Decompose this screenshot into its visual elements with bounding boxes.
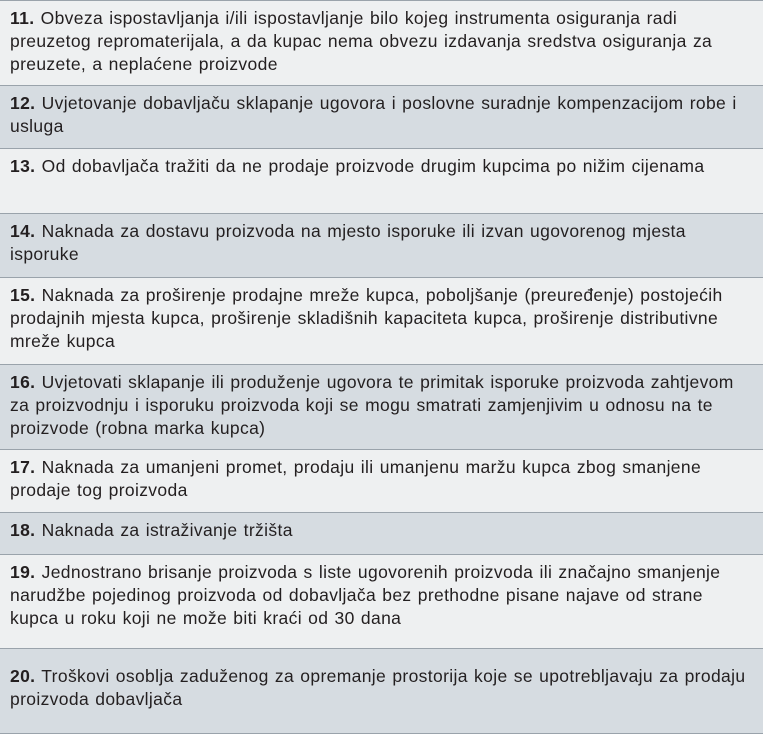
item-number: 20. — [10, 666, 36, 686]
item-number: 13. — [10, 156, 36, 176]
item-text: Obveza ispostavljanja i/ili ispostavljanje bilo kojeg instrumenta osiguranja radi preuzetog repromaterijala, a da kupac nema obvezu izdavanja sredstva osiguranja za preuzete, a neplaćene proizvode — [10, 8, 713, 74]
item-text: Jednostrano brisanje proizvoda s liste ugovorenih proizvoda ili značajno smanjenje narudžbe pojedinog proizvoda od dobavljača bez prethodne pisane najave od strane kupca u roku koji ne može biti kraći od 30 dana — [10, 562, 721, 628]
list-item — [0, 278, 763, 365]
item-text: Naknada za istraživanje tržišta — [41, 520, 293, 540]
list-item — [0, 214, 763, 278]
item-number: 17. — [10, 457, 36, 477]
item-number: 16. — [10, 372, 36, 392]
item-number: 14. — [10, 221, 36, 241]
item-text: Naknada za proširenje prodajne mreže kupca, poboljšanje (preuređenje) postojećih prodajnih mjesta kupca, proširenje skladišnih kapaciteta kupca, proširenje distributivne mreže kupca — [10, 285, 723, 351]
item-number: 11. — [10, 8, 35, 28]
list-item — [0, 1, 763, 86]
list-item — [0, 649, 763, 734]
item-text: Troškovi osoblja zaduženog za opremanje prostorija koje se upotrebljavaju za prodaju proizvoda dobavljača — [10, 666, 746, 709]
list-item — [0, 365, 763, 450]
list-item — [0, 86, 763, 149]
item-number: 19. — [10, 562, 36, 582]
list-item — [0, 149, 763, 214]
list-item — [0, 555, 763, 649]
item-number: 18. — [10, 520, 36, 540]
item-text: Naknada za umanjeni promet, prodaju ili umanjenu maržu kupca zbog smanjene prodaje tog proizvoda — [10, 457, 702, 500]
item-text: Naknada za dostavu proizvoda na mjesto isporuke ili izvan ugovorenog mjesta isporuke — [10, 221, 686, 264]
list-item — [0, 450, 763, 513]
item-number: 12. — [10, 93, 36, 113]
item-text: Od dobavljača tražiti da ne prodaje proizvode drugim kupcima po nižim cijenama — [41, 156, 705, 176]
list-item — [0, 513, 763, 555]
item-number: 15. — [10, 285, 36, 305]
item-text: Uvjetovanje dobavljaču sklapanje ugovora i poslovne suradnje kompenzacijom robe i usluga — [10, 93, 737, 136]
item-text: Uvjetovati sklapanje ili produženje ugovora te primitak isporuke proizvoda zahtjevom za proizvodnju i isporuku proizvoda koji se mogu smatrati zamjenjivim u odnosu na te proizvode (robna marka kupca) — [10, 372, 734, 438]
